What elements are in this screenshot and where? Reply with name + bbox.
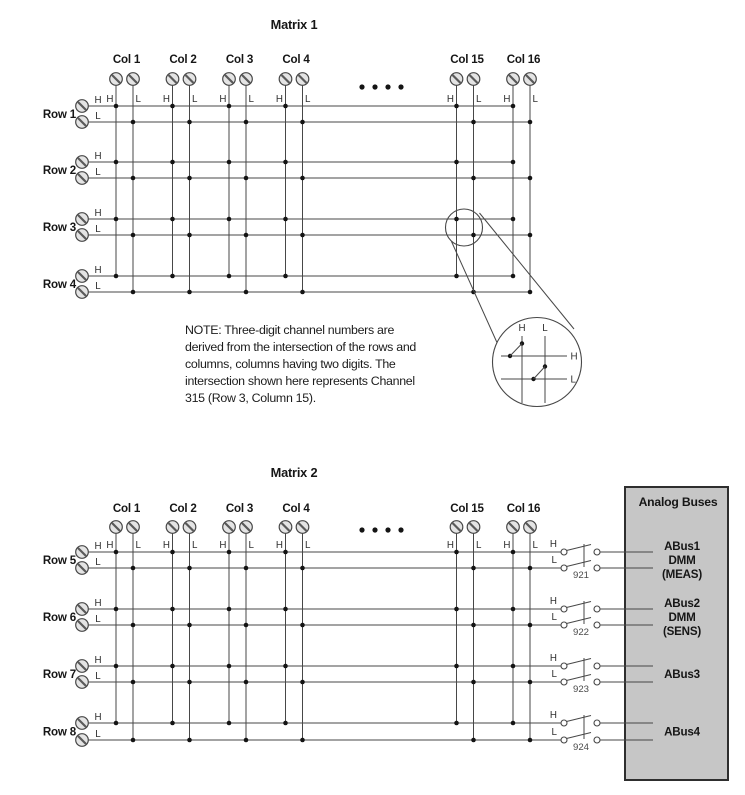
row-label: Row 8 [42, 725, 76, 739]
junction-dot [227, 721, 232, 726]
screw-terminal-icon [183, 73, 196, 86]
relay-number: 923 [572, 684, 590, 695]
junction-dot [131, 623, 136, 628]
row-h-label: H [94, 265, 102, 276]
screw-terminal-icon [524, 73, 537, 86]
column-label: Col 15 [450, 502, 484, 515]
row-label: Row 6 [42, 611, 76, 624]
junction-dot [511, 274, 516, 279]
junction-dot [170, 217, 175, 222]
junction-dot [227, 217, 232, 222]
junction-dot [300, 120, 305, 125]
row-h-label: H [94, 655, 102, 666]
row-h-label: H [94, 541, 102, 552]
junction-dot [187, 738, 192, 743]
screw-terminal-icon [76, 156, 89, 169]
column-h-label: H [503, 94, 511, 105]
column-label: Col 16 [506, 53, 541, 66]
bus-label: DMM [668, 554, 696, 567]
junction-dot [170, 607, 175, 612]
relay-contact [561, 737, 567, 743]
relay-l-label: L [551, 727, 557, 738]
junction-dot [170, 274, 175, 279]
screw-terminal-icon [279, 73, 292, 86]
junction-dot [283, 217, 288, 222]
relay-contact [594, 549, 600, 555]
row-h-label: H [94, 712, 102, 723]
note-line: NOTE: Three-digit channel numbers are [185, 323, 395, 337]
junction-dot [131, 566, 136, 571]
row-l-label: L [95, 614, 101, 625]
junction-dot [528, 176, 533, 181]
relay-l-label: L [551, 612, 557, 623]
relay-l-label: L [551, 555, 557, 566]
junction-dot [300, 290, 305, 295]
screw-terminal-icon [296, 521, 309, 534]
screw-terminal-icon [76, 660, 89, 673]
column-h-label: H [446, 540, 454, 551]
bus-label: (MEAS) [661, 568, 703, 581]
junction-dot [244, 120, 249, 125]
column-label: Col 3 [225, 502, 254, 515]
column-label: Col 2 [169, 53, 197, 66]
inset-column-h-label: H [518, 323, 526, 334]
screw-terminal-icon [76, 213, 89, 226]
screw-terminal-icon [76, 286, 89, 299]
junction-dot [471, 738, 476, 743]
screw-terminal-icon [76, 603, 89, 616]
row-label: Row 7 [42, 668, 76, 681]
screw-terminal-icon [76, 676, 89, 689]
ellipsis-dot [385, 527, 390, 532]
column-l-label: L [305, 540, 311, 551]
junction-dot [528, 566, 533, 571]
screw-terminal-icon [76, 270, 89, 283]
junction-dot [471, 120, 476, 125]
junction-dot [131, 176, 136, 181]
column-label: Col 3 [225, 53, 254, 66]
screw-terminal-icon [76, 619, 89, 632]
junction-dot [131, 120, 136, 125]
relay-h-label: H [549, 539, 557, 550]
junction-dot [511, 160, 516, 165]
junction-dot [244, 233, 249, 238]
junction-dot [131, 680, 136, 685]
screw-terminal-icon [110, 521, 123, 534]
junction-dot [170, 664, 175, 669]
junction-dot [187, 120, 192, 125]
junction-dot [283, 274, 288, 279]
row-l-label: L [95, 224, 101, 235]
relay-contact [594, 679, 600, 685]
junction-dot [454, 664, 459, 669]
inset-row-l-label: L [570, 374, 576, 386]
relay-contact [561, 663, 567, 669]
junction-dot [300, 623, 305, 628]
screw-terminal-icon [240, 521, 253, 534]
junction-dot [454, 160, 459, 165]
screw-terminal-icon [467, 521, 480, 534]
junction-dot [300, 176, 305, 181]
junction-dot [300, 566, 305, 571]
row-label: Row 3 [42, 221, 76, 234]
row-l-label: L [95, 729, 101, 740]
ellipsis-dot [372, 527, 377, 532]
row-h-label: H [94, 151, 102, 162]
screw-terminal-icon [296, 73, 309, 86]
junction-dot [511, 607, 516, 612]
junction-dot [454, 217, 459, 222]
junction-dot [170, 721, 175, 726]
screw-terminal-icon [127, 521, 140, 534]
column-l-label: L [248, 540, 254, 551]
junction-dot [471, 176, 476, 181]
row-l-label: L [95, 111, 101, 122]
relay-number: 921 [572, 570, 590, 581]
bus-label: (SENS) [662, 625, 702, 638]
junction-dot [511, 104, 516, 109]
junction-dot [114, 274, 119, 279]
junction-dot [283, 550, 288, 555]
junction-dot [187, 176, 192, 181]
column-h-label: H [106, 94, 114, 105]
junction-dot [454, 721, 459, 726]
column-l-label: L [305, 94, 311, 105]
ellipsis-dot [359, 527, 364, 532]
junction-dot [511, 550, 516, 555]
junction-dot [528, 290, 533, 295]
junction-dot [283, 160, 288, 165]
ellipsis-dot [385, 84, 390, 89]
relay-l-label: L [551, 669, 557, 680]
column-h-label: H [219, 540, 227, 551]
column-label: Col 4 [282, 53, 310, 66]
junction-dot [187, 680, 192, 685]
junction-dot [528, 120, 533, 125]
bus-label: ABus2 [664, 597, 700, 610]
junction-dot [300, 233, 305, 238]
relay-h-label: H [549, 710, 557, 721]
junction-dot [227, 664, 232, 669]
column-l-label: L [532, 540, 538, 551]
relay-contact [561, 606, 567, 612]
junction-dot [471, 680, 476, 685]
row-l-label: L [95, 671, 101, 682]
relay-number: 924 [572, 742, 590, 753]
relay-contact [594, 720, 600, 726]
screw-terminal-icon [76, 734, 89, 747]
junction-dot [511, 721, 516, 726]
column-label: Col 2 [169, 502, 197, 515]
column-l-label: L [476, 94, 482, 105]
relay-contact [594, 565, 600, 571]
junction-dot [244, 738, 249, 743]
junction-dot [283, 607, 288, 612]
junction-dot [170, 104, 175, 109]
note-line: 315 (Row 3, Column 15). [185, 391, 316, 405]
junction-dot [283, 104, 288, 109]
screw-terminal-icon [166, 73, 179, 86]
screw-terminal-icon [223, 73, 236, 86]
column-label: Col 1 [112, 502, 141, 515]
row-l-label: L [95, 281, 101, 292]
relay-contact [561, 622, 567, 628]
junction-dot [244, 566, 249, 571]
screw-terminal-icon [223, 521, 236, 534]
row-h-label: H [94, 208, 102, 219]
junction-dot [187, 623, 192, 628]
row-l-label: L [95, 557, 101, 568]
relay-contact [561, 549, 567, 555]
column-l-label: L [192, 540, 198, 551]
junction-dot [244, 623, 249, 628]
bus-label: ABus4 [664, 725, 700, 739]
column-label: Col 15 [450, 53, 484, 66]
screw-terminal-icon [524, 521, 537, 534]
column-l-label: L [532, 94, 538, 105]
column-l-label: L [192, 94, 198, 105]
note-line: derived from the intersection of the rows and [185, 340, 416, 354]
junction-dot [454, 550, 459, 555]
junction-dot [454, 607, 459, 612]
junction-dot [170, 160, 175, 165]
column-label: Col 16 [506, 502, 541, 515]
junction-dot [187, 233, 192, 238]
row-label: Row 1 [42, 108, 76, 121]
inset-column-l-label: L [542, 323, 548, 334]
ellipsis-dot [398, 527, 403, 532]
ellipsis-dot [359, 84, 364, 89]
junction-dot [227, 550, 232, 555]
screw-terminal-icon [240, 73, 253, 86]
screw-terminal-icon [76, 100, 89, 113]
column-h-label: H [106, 540, 114, 551]
junction-dot [114, 721, 119, 726]
column-h-label: H [219, 94, 227, 105]
junction-dot [131, 290, 136, 295]
relay-contact [561, 720, 567, 726]
junction-dot [528, 233, 533, 238]
junction-dot [454, 274, 459, 279]
junction-dot [511, 217, 516, 222]
junction-dot [114, 550, 119, 555]
inset-row-h-label: H [570, 351, 578, 363]
column-h-label: H [446, 94, 454, 105]
relay-contact [594, 737, 600, 743]
junction-dot [114, 217, 119, 222]
relay-contact [561, 679, 567, 685]
column-label: Col 1 [112, 53, 141, 66]
junction-dot [471, 233, 476, 238]
junction-dot [114, 160, 119, 165]
column-h-label: H [162, 94, 170, 105]
junction-dot [114, 664, 119, 669]
row-h-label: H [94, 95, 102, 106]
screw-terminal-icon [76, 172, 89, 185]
junction-dot [471, 623, 476, 628]
screw-terminal-icon [450, 521, 463, 534]
junction-dot [300, 680, 305, 685]
junction-dot [283, 664, 288, 669]
screw-terminal-icon [76, 546, 89, 559]
row-l-label: L [95, 167, 101, 178]
relay-contact [594, 663, 600, 669]
junction-dot [471, 566, 476, 571]
column-l-label: L [248, 94, 254, 105]
column-h-label: H [503, 540, 511, 551]
bus-label: DMM [668, 611, 696, 624]
junction-dot [244, 680, 249, 685]
junction-dot [454, 104, 459, 109]
relay-h-label: H [549, 596, 557, 607]
junction-dot [528, 680, 533, 685]
screw-terminal-icon [110, 73, 123, 86]
screw-terminal-icon [183, 521, 196, 534]
row-label: Row 5 [42, 554, 76, 567]
junction-dot [131, 738, 136, 743]
column-h-label: H [275, 540, 283, 551]
junction-dot [511, 664, 516, 669]
note-line: intersection shown here represents Channel [185, 374, 415, 388]
screw-terminal-icon [76, 562, 89, 575]
screw-terminal-icon [467, 73, 480, 86]
junction-dot [227, 104, 232, 109]
junction-dot [227, 274, 232, 279]
junction-dot [114, 104, 119, 109]
row-label: Row 2 [42, 164, 76, 177]
ellipsis-dot [398, 84, 403, 89]
junction-dot [283, 721, 288, 726]
screw-terminal-icon [127, 73, 140, 86]
column-l-label: L [135, 540, 141, 551]
row-label: Row 4 [42, 278, 76, 291]
screw-terminal-icon [76, 229, 89, 242]
screw-terminal-icon [76, 116, 89, 129]
junction-dot [528, 738, 533, 743]
relay-contact [594, 622, 600, 628]
junction-dot [114, 607, 119, 612]
column-h-label: H [162, 540, 170, 551]
junction-dot [131, 233, 136, 238]
screw-terminal-icon [279, 521, 292, 534]
bus-label: ABus1 [664, 540, 700, 553]
screw-terminal-icon [76, 717, 89, 730]
junction-dot [170, 550, 175, 555]
relay-h-label: H [549, 653, 557, 664]
screw-terminal-icon [166, 521, 179, 534]
ellipsis-dot [372, 84, 377, 89]
junction-dot [528, 623, 533, 628]
bus-label: ABus3 [664, 668, 700, 681]
column-l-label: L [135, 94, 141, 105]
junction-dot [187, 566, 192, 571]
relay-contact [561, 565, 567, 571]
screw-terminal-icon [450, 73, 463, 86]
junction-dot [187, 290, 192, 295]
analog-bus-box-title: Analog Buses [638, 495, 718, 509]
matrix-title: Matrix 2 [270, 465, 318, 480]
junction-dot [227, 607, 232, 612]
screw-terminal-icon [507, 521, 520, 534]
junction-dot [244, 176, 249, 181]
matrix-title: Matrix 1 [270, 17, 318, 32]
relay-number: 922 [572, 627, 590, 638]
magnifier-big-circle [493, 318, 582, 407]
note-line: columns, columns having two digits. The [185, 357, 396, 371]
screw-terminal-icon [507, 73, 520, 86]
junction-dot [227, 160, 232, 165]
column-label: Col 4 [282, 502, 310, 515]
relay-contact [594, 606, 600, 612]
column-l-label: L [476, 540, 482, 551]
junction-dot [244, 290, 249, 295]
column-h-label: H [275, 94, 283, 105]
row-h-label: H [94, 598, 102, 609]
junction-dot [300, 738, 305, 743]
